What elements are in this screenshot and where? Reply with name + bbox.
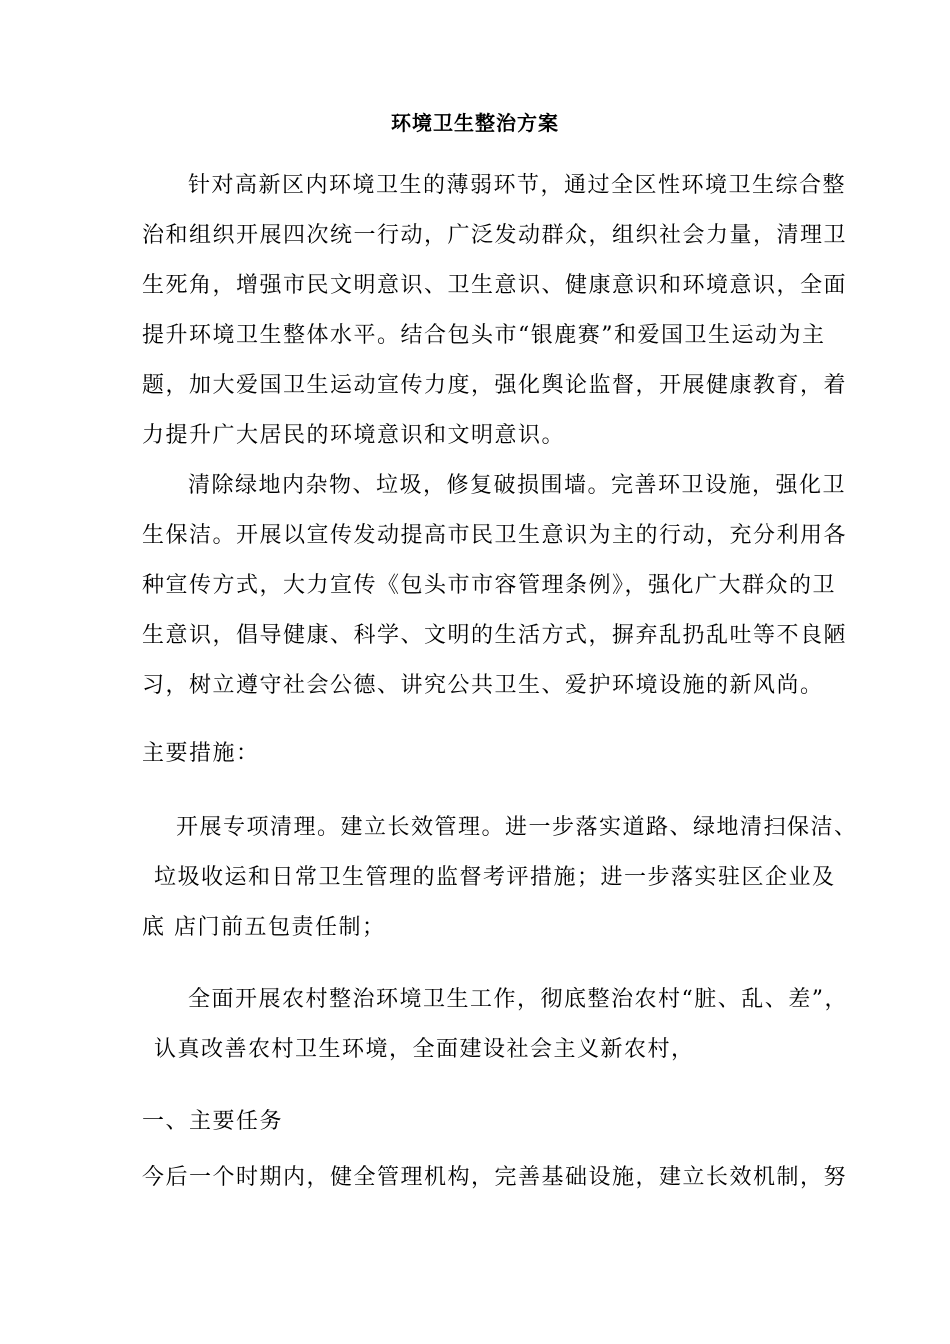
body-line-10: 生意识，倡导健康、科学、文明的生活方式，摒弃乱扔乱吐等不良陋 <box>142 623 848 648</box>
body-line-17: 今后一个时期内，健全管理机构，完善基础设施，建立长效机制，努 <box>142 1165 848 1190</box>
body-line-9: 种宣传方式，大力宣传《包头市市容管理条例》，强化广大群众的卫 <box>142 573 837 598</box>
body-line-5: 题，加大爱国卫生运动宣传力度，强化舆论监督，开展健康教育，着 <box>142 373 848 398</box>
body-line-16: 认真改善农村卫生环境，全面建设社会主义新农村， <box>154 1037 695 1062</box>
body-line-3: 生死角，增强市民文明意识、卫生意识、健康意识和环境意识，全面 <box>142 273 848 298</box>
body-line-11: 习，树立遵守社会公德、讲究公共卫生、爱护环境设施的新风尚。 <box>142 673 824 698</box>
body-line-13: 垃圾收运和日常卫生管理的监督考评措施；进一步落实驻区企业及 <box>154 865 836 890</box>
section-heading-main-tasks: 一、主要任务 <box>142 1109 284 1134</box>
section-heading-measures: 主要措施： <box>142 741 260 766</box>
document-title: 环境卫生整治方案 <box>391 111 559 135</box>
body-line-2: 治和组织开展四次统一行动，广泛发动群众，组织社会力量，清理卫 <box>142 223 848 248</box>
body-line-1: 针对高新区内环境卫生的薄弱环节，通过全区性环境卫生综合整 <box>188 173 847 198</box>
body-line-15: 全面开展农村整治环境卫生工作，彻底整治农村“脏、乱、差”， <box>188 987 848 1012</box>
body-line-14: 底 店门前五包责任制； <box>142 915 386 940</box>
body-line-7: 清除绿地内杂物、垃圾，修复破损围墙。完善环卫设施，强化卫 <box>188 473 847 498</box>
body-line-4: 提升环境卫生整体水平。结合包头市“银鹿赛”和爱国卫生运动为主 <box>142 323 826 348</box>
body-line-6: 力提升广大居民的环境意识和文明意识。 <box>142 423 566 448</box>
body-line-8: 生保洁。开展以宣传发动提高市民卫生意识为主的行动，充分利用各 <box>142 523 848 548</box>
body-line-12: 开展专项清理。建立长效管理。进一步落实道路、绿地清扫保洁、 <box>176 815 858 840</box>
